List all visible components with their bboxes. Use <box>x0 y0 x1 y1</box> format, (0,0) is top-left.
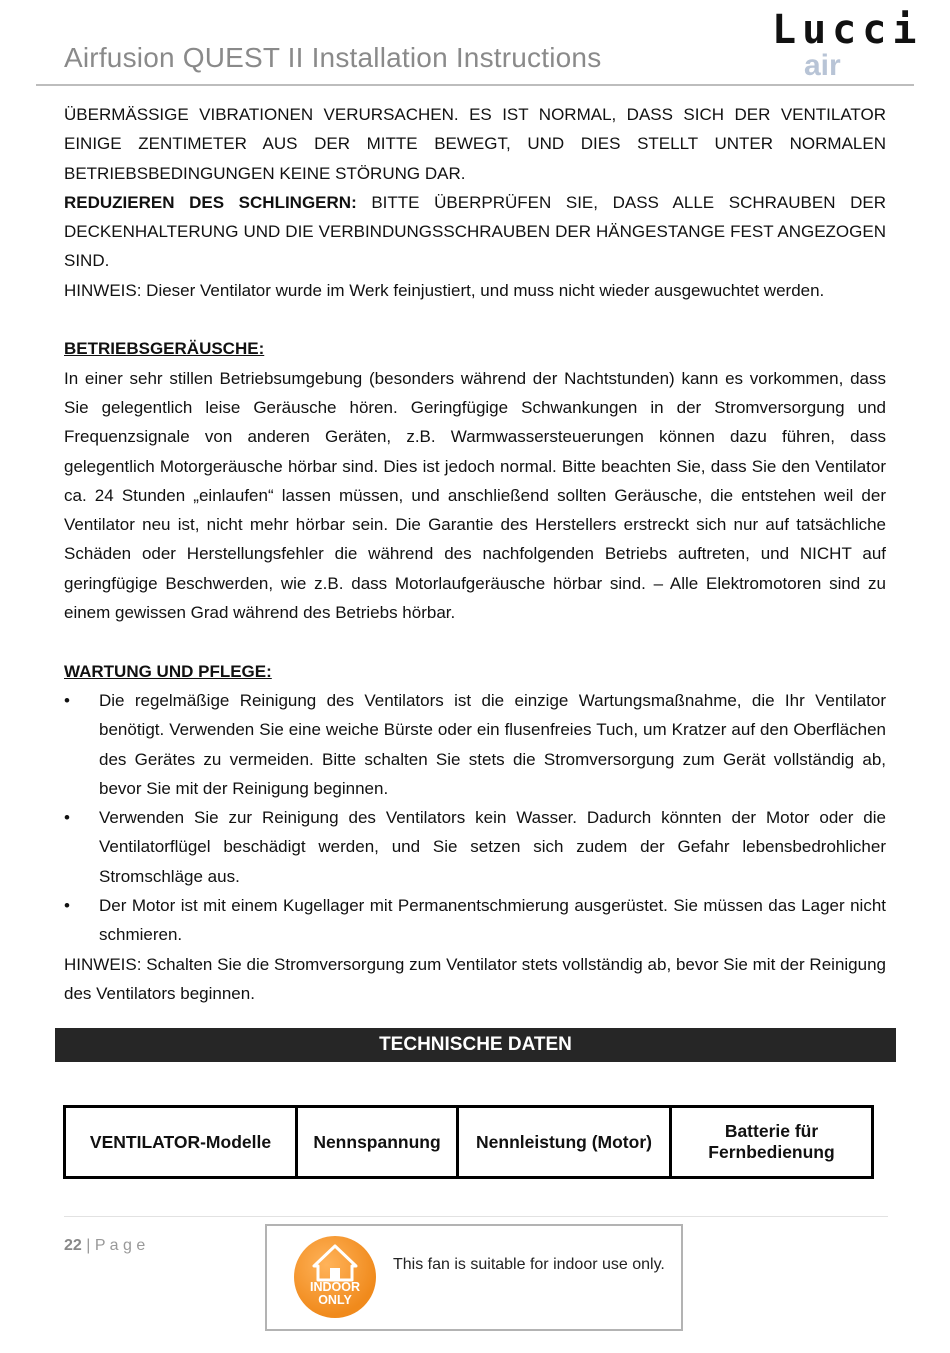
table-header-cell: VENTILATOR-Modelle <box>65 1107 297 1178</box>
page-number <box>64 1237 145 1255</box>
footer-divider <box>64 1216 888 1217</box>
indoor-message: This fan is suitable for indoor use only. <box>393 1256 665 1273</box>
document-title: Airfusion QUEST II Installation Instructions <box>64 42 602 73</box>
logo-sub-text: air <box>804 49 841 82</box>
table-header-row <box>65 1107 873 1178</box>
tech-data-banner: TECHNISCHE DATEN <box>55 1028 896 1062</box>
balance-note: HINWEIS: Dieser Ventilator wurde im Werk feinjustiert, und muss nicht wieder ausgewuchtet werden. <box>64 280 825 300</box>
list-item: • Der Motor ist mit einem Kugellager mit Permanentschmierung ausgerüstet. Sie müssen das Lager nicht schmieren. <box>64 891 886 950</box>
care-note: HINWEIS: Schalten Sie die Stromversorgung zum Ventilator stets vollständig ab, bevor Sie mit der Reinigung des Ventilators beginnen. <box>64 954 886 1003</box>
spacer <box>64 627 886 656</box>
badge-line-2: ONLY <box>318 1293 352 1307</box>
indoor-use-notice <box>265 1224 683 1331</box>
wobble-text: BITTE ÜBERPRÜFEN SIE, DASS ALLE SCHRAUBEN DER DECKENHALTERUNG UND DIE VERBINDUNGSSCHRAUBEN DER HÄNGESTANGE FEST ANGEZOGEN SIND. <box>64 192 886 271</box>
lucci-air-logo <box>772 7 923 82</box>
header-divider <box>36 84 914 86</box>
badge-line-1: INDOOR <box>310 1280 360 1294</box>
bullet-icon: • <box>64 690 70 710</box>
care-list <box>64 686 886 950</box>
noise-paragraph: In einer sehr stillen Betriebsumgebung (besonders während der Nachtstunden) kann es vorkommen, dass Sie gelegentlich leise Geräusche hören. Geringfügige Schwankungen in der Stromversorgung und Frequenzsignale von anderen Geräten, z.B. Warmwassersteuerungen können dazu führen, dass gelegentlich Motorgeräusche hörbar sind. Dies ist jedoch normal. Bitte beachten Sie, dass Sie den Ventilator ca. 24 Stunden „einlaufen“ lassen müssen, und anschließend sollten Geräusche, die entstehen weil der Ventilator neu ist, nicht mehr hörbar sein. Die Garantie des Herstellers erstreckt sich nur auf tatsächliche Schäden oder Herstellungsfehler die während des nachfolgenden Betriebs auftreten, und NICHT auf geringfügige Beschwerden, wie z.B. dass Motorlaufgeräusche hörbar sind. – Alle Elektromotoren sind zu einem gewissen Grad während des Betriebs hörbar. <box>64 368 886 623</box>
table-header-cell: Nennleistung (Motor) <box>458 1107 671 1178</box>
care-heading: WARTUNG UND PFLEGE: <box>64 661 272 681</box>
list-item: • Verwenden Sie zur Reinigung des Ventilators kein Wasser. Dadurch könnten der Motor oder die Ventilatorflügel beschädigt werden, und Sie setzen sich zudem der Gefahr lebensbedrohlicher Stromschläge aus. <box>64 803 886 891</box>
page-label: | P a g e <box>81 1237 146 1254</box>
noise-heading: BETRIEBSGERÄUSCHE: <box>64 339 265 359</box>
bullet-icon: • <box>64 808 70 828</box>
table-header-cell: Batterie für Fernbedienung <box>671 1107 873 1178</box>
wobble-paragraph <box>64 188 886 276</box>
spec-table <box>63 1105 874 1179</box>
list-item: • Die regelmäßige Reinigung des Ventilators ist die einzige Wartungsmaßnahme, die Ihr Ventilator benötigt. Verwenden Sie eine weiche Bürste oder ein flusenfreies Tuch, um Kratzer auf den Oberflächen des Gerätes zu vermeiden. Bitte schalten Sie stets die Stromversorgung zum Gerät vollständig ab, bevor Sie mit der Reinigung beginnen. <box>64 686 886 803</box>
table-header-cell: Nennspannung <box>297 1107 458 1178</box>
bullet-icon: • <box>64 896 70 916</box>
spacer <box>64 305 886 334</box>
document-body <box>64 100 886 1008</box>
wobble-label: REDUZIEREN DES SCHLINGERN: <box>64 192 357 212</box>
page-number-value: 22 <box>64 1237 82 1254</box>
indoor-only-badge <box>294 1236 376 1318</box>
logo-brand-text: Lucci <box>772 7 923 53</box>
vibration-paragraph: ÜBERMÄSSIGE VIBRATIONEN VERURSACHEN. ES IST NORMAL, DASS SICH DER VENTILATOR EINIGE ZENTIMETER AUS DER MITTE BEWEGT, UND DIES STELLT UNTER NORMALEN BETRIEBSBEDINGUNGEN KEINE STÖRUNG DAR. <box>64 105 886 183</box>
